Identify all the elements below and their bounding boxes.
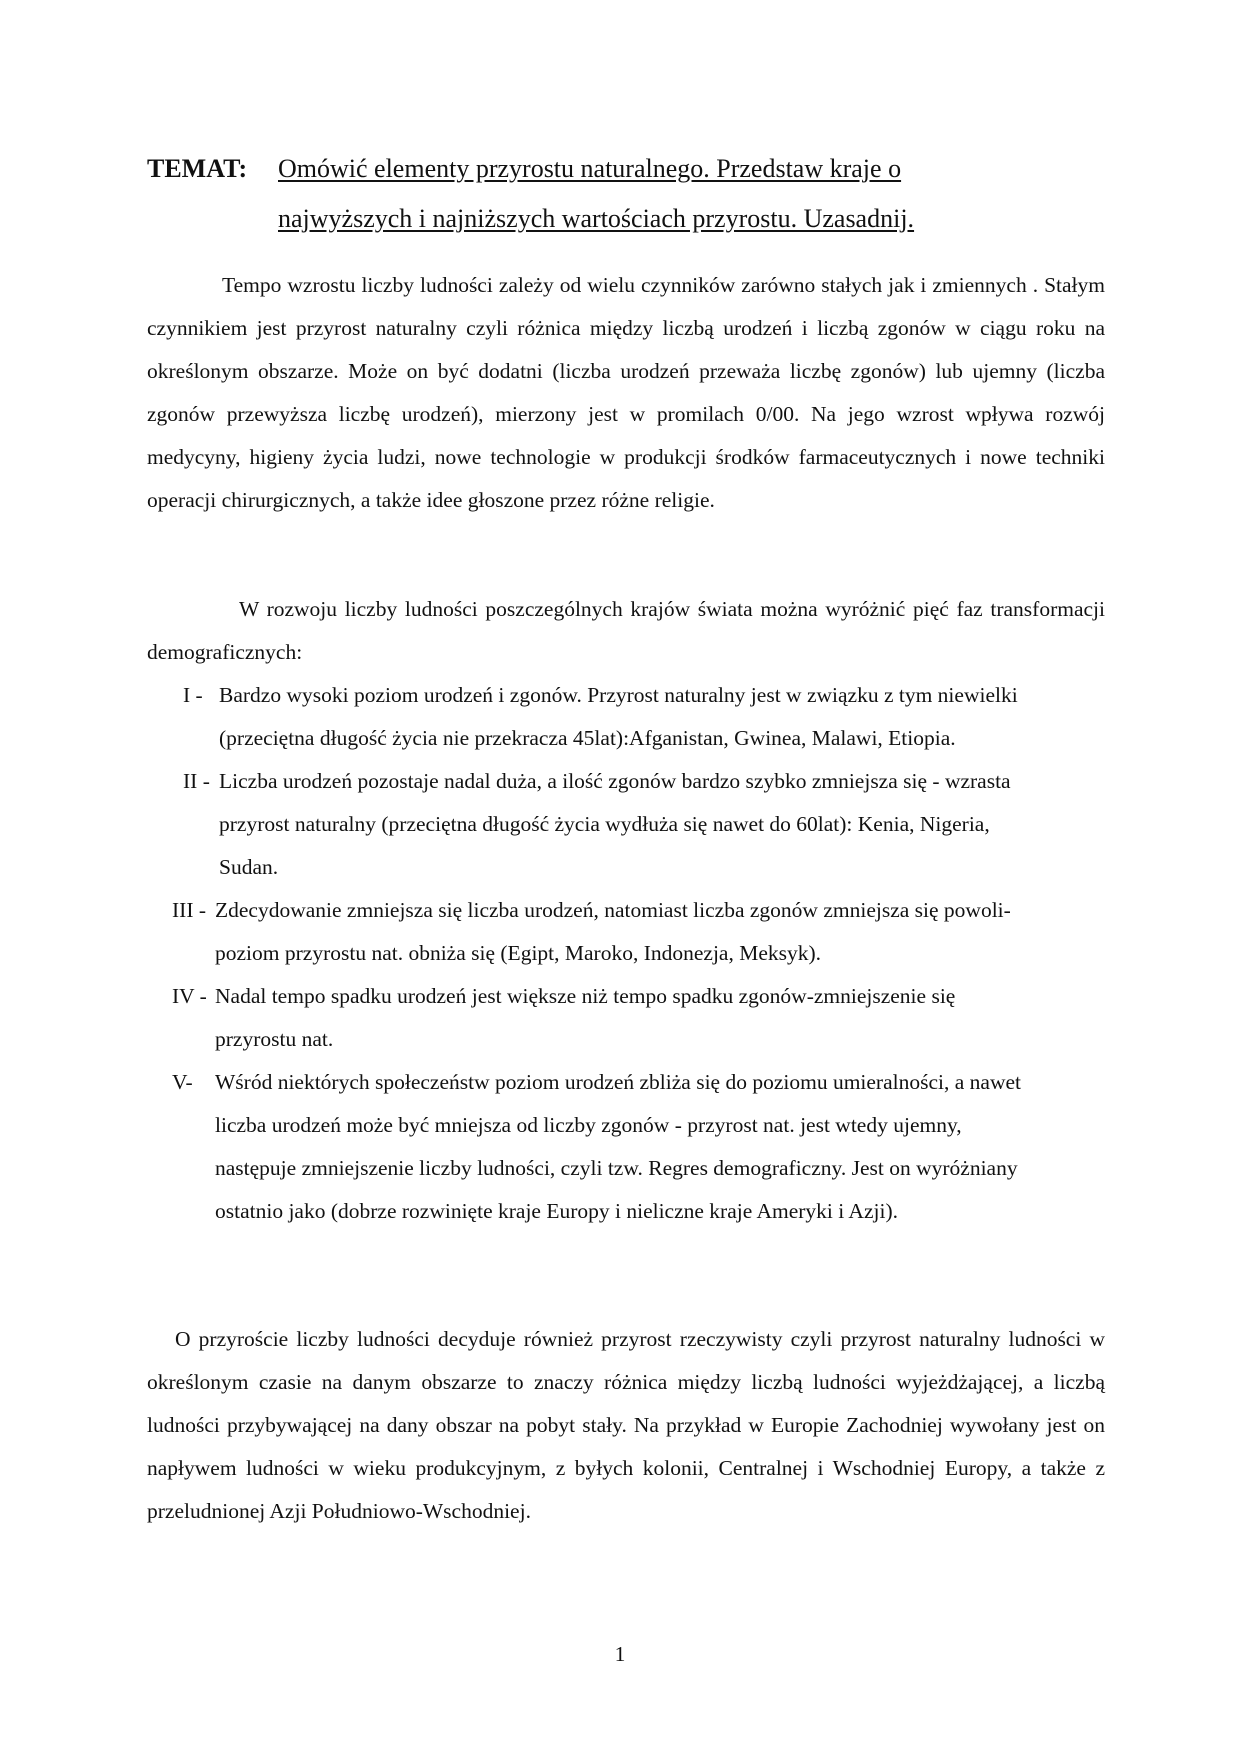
list-item-text: Nadal tempo spadku urodzeń jest większe niż tempo spadku zgonów-zmniejszenie się przyrostu nat. [215, 984, 956, 1051]
list-marker: IV - [172, 984, 207, 1008]
list-marker: V- [172, 1070, 193, 1094]
paragraph-real-growth: O przyroście liczby ludności decyduje również przyrost rzeczywisty czyli przyrost naturalny ludności w określonym czasie na danym obszarze to znaczy różnica między liczbą ludności wyjeżdżającej, a liczbą ludności przybywającej na dany obszar na pobyt stały. Na przykład w Europie Zachodniej wywołany jest on napływem ludności w wieku produkcyjnym, z byłych kolonii, Centralnej i Wschodniej Europy, a także z przeludnionej Azji Południowo-Wschodniej. [147, 1327, 1105, 1523]
paragraph-intro: Tempo wzrostu liczby ludności zależy od wielu czynników zarówno stałych jak i zmiennych . Stałym czynnikiem jest przyrost naturalny czyli różnica między liczbą urodzeń i liczbą zgonów w ciągu roku na określonym obszarze. Może on być dodatni (liczba urodzeń przeważa liczbę zgonów) lub ujemny (liczba zgonów przewyższa liczbę urodzeń), mierzony jest w promilach 0/00. Na jego wzrost wpływa rozwój medycyny, higieny życia ludzi, nowe technologie w produkcji środków farmaceutycznych i nowe techniki operacji chirurgicznych, a także idee głoszone przez różne religie. [147, 273, 1105, 512]
list-item [147, 975, 1105, 1061]
list-marker: III - [172, 898, 207, 922]
list-item-text: Liczba urodzeń pozostaje nadal duża, a ilość zgonów bardzo szybko zmniejsza się - wzrasta przyrost naturalny (przeciętna długość życia wydłuża się nawet do 60lat): Kenia, Nigeria, Sudan. [219, 769, 1011, 879]
page-number: 1 [614, 1642, 626, 1666]
title-label: TEMAT: [147, 154, 248, 183]
title-line-2: najwyższych i najniższych wartościach przyrostu. Uzasadnij. [278, 204, 915, 233]
list-item-text: Bardzo wysoki poziom urodzeń i zgonów. Przyrost naturalny jest w związku z tym niewielki (przeciętna długość życia nie przekracza 45lat):Afganistan, Gwinea, Malawi, Etiopia. [219, 683, 1018, 750]
list-item [147, 760, 1105, 889]
list-item [147, 1061, 1105, 1233]
list-marker: II - [183, 769, 210, 793]
list-marker: I - [183, 683, 203, 707]
list-item [147, 674, 1105, 760]
phases-list [147, 674, 1105, 1233]
list-item-text: Zdecydowanie zmniejsza się liczba urodzeń, natomiast liczba zgonów zmniejsza się powoli-poziom przyrostu nat. obniża się (Egipt, Maroko, Indonezja, Meksyk). [215, 898, 1011, 965]
title-line-1: Omówić elementy przyrostu naturalnego. Przedstaw kraje o [278, 154, 902, 183]
list-item [147, 889, 1105, 975]
list-item-text: Wśród niektórych społeczeństw poziom urodzeń zbliża się do poziomu umieralności, a nawet liczba urodzeń może być mniejsza od liczby zgonów - przyrost nat. jest wtedy ujemny, następuje zmniejszenie liczby ludności, czyli tzw. Regres demograficzny. Jest on wyróżniany ostatnio jako (dobrze rozwinięte kraje Europy i nieliczne kraje Ameryki i Azji). [215, 1070, 1021, 1223]
paragraph-phases-intro: W rozwoju liczby ludności poszczególnych krajów świata można wyróżnić pięć faz transformacji demograficznych: [147, 597, 1105, 664]
